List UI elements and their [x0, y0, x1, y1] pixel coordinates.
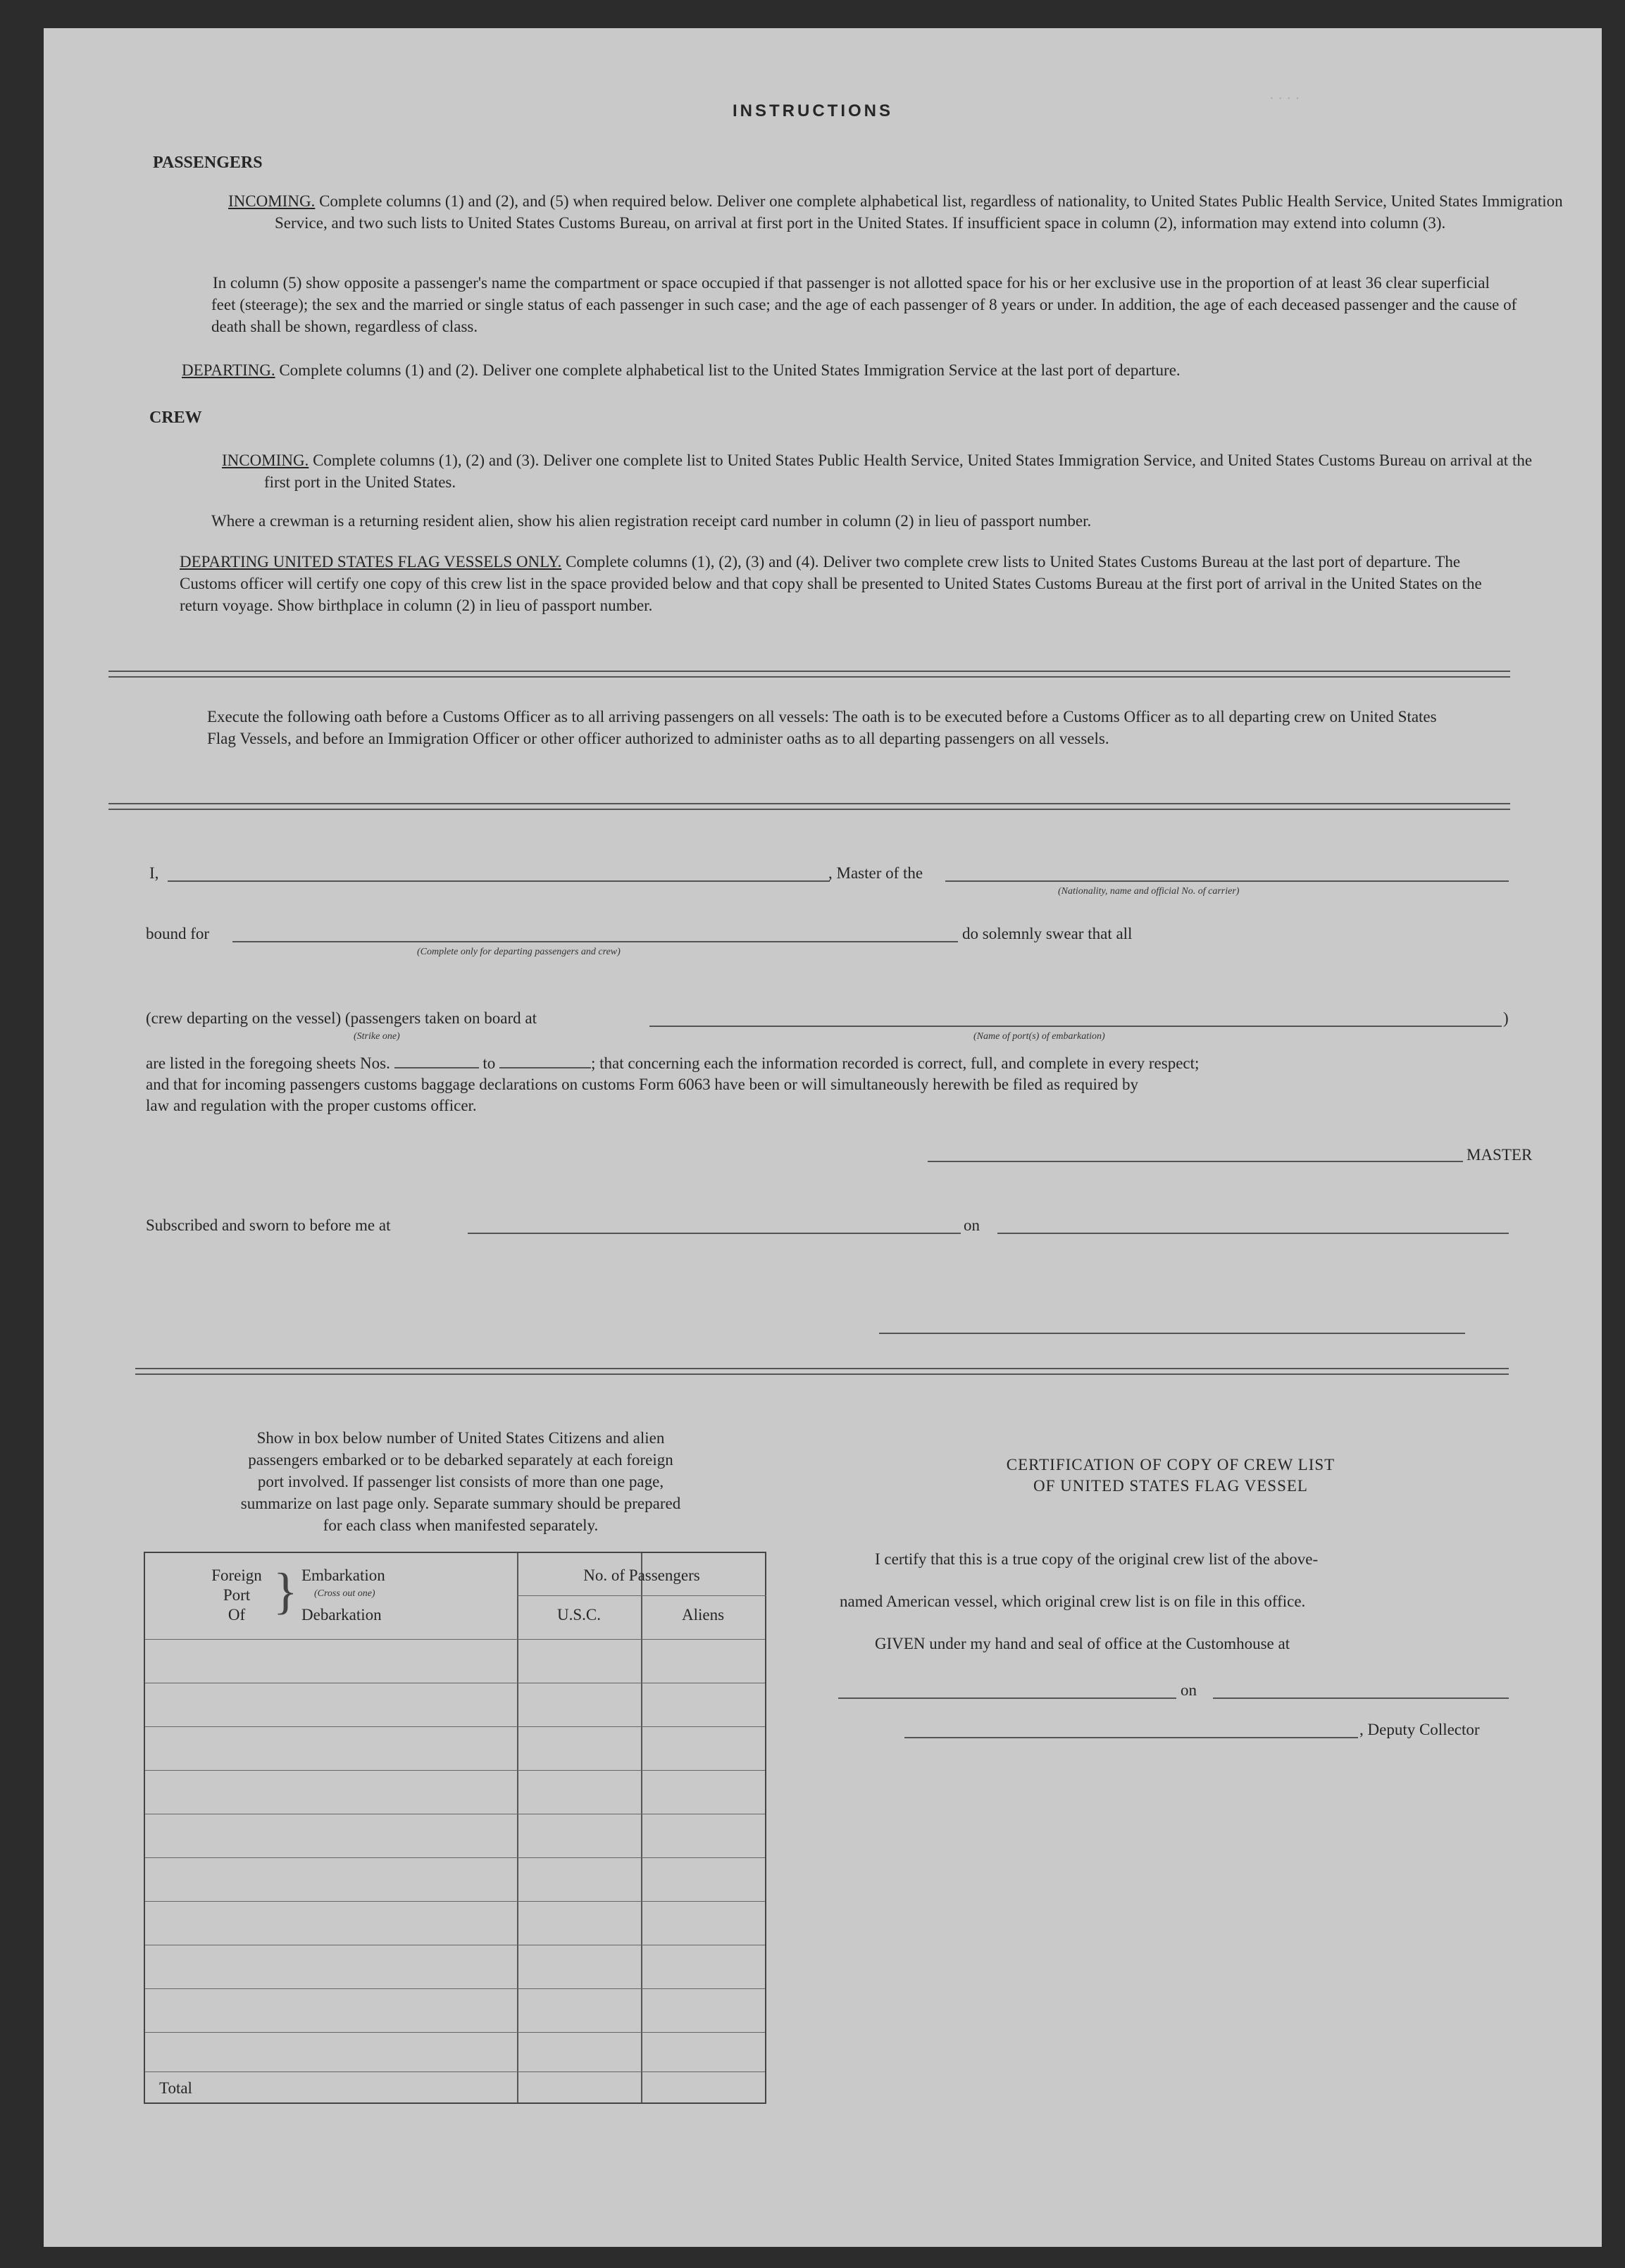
master-name-field[interactable] — [168, 880, 830, 882]
column-divider — [517, 1553, 518, 2102]
crew-departing-text: Complete columns (1), (2), (3) and (4). Deliver two complete crew lists to United States Customs Bureau at the last port of departure. The Customs officer will certify one copy of this crew list in the space provided below and that copy shall be presented to United States Customs Bureau at the first port of arrival in the United States on the return voyage. Show birthplace in column (2) in lieu of passport number. — [180, 553, 1482, 614]
certification-date-field[interactable] — [1213, 1697, 1509, 1699]
master-of-the-label: , Master of the — [828, 864, 923, 882]
certification-given: GIVEN under my hand and seal of office at the Customhouse at — [875, 1635, 1290, 1652]
crew-passengers-label: (crew departing on the vessel) (passengers taken on board at — [146, 1009, 537, 1027]
debarkation-label: Debarkation — [301, 1606, 382, 1624]
port-field[interactable] — [649, 1026, 1502, 1027]
listed-text-2: ; that concerning each the information recorded is correct, full, and complete in every respect; — [590, 1054, 1200, 1072]
row-divider — [145, 1770, 765, 1771]
incoming-text: Complete columns (1) and (2), and (5) when required below. Deliver one complete alphabetical list, regardless of nationality, to United States Public Health Service, United States Immigration Service, and two such lists to United States Customs Bureau, on arrival at first port in the United States. If insufficient space in column (2), information may extend into column (3). — [275, 192, 1563, 232]
of-label: Of — [228, 1606, 246, 1624]
divider — [108, 676, 1510, 678]
deputy-signature-field[interactable] — [904, 1737, 1358, 1738]
passenger-summary-table — [144, 1552, 766, 2104]
bound-for-label: bound for — [146, 925, 210, 942]
deputy-label: , Deputy Collector — [1359, 1721, 1480, 1738]
foreign-label: Foreign — [211, 1566, 262, 1584]
master-signature-field[interactable] — [928, 1161, 1463, 1162]
certification-title-2: OF UNITED STATES FLAG VESSEL — [1033, 1477, 1308, 1495]
listed-text-1: are listed in the foregoing sheets Nos. — [146, 1054, 390, 1072]
port-label: Port — [223, 1586, 251, 1604]
crew-alien: Where a crewman is a returning resident alien, show his alien registration receipt card number in column (2) in lieu of passport number. — [211, 512, 1092, 530]
crew-incoming — [222, 449, 1560, 493]
bleed-through: · · · · — [1269, 90, 1300, 106]
strike-one-caption: (Strike one) — [354, 1031, 400, 1042]
summary-line: summarize on last page only. Separate summary should be prepared — [240, 1495, 681, 1512]
header-divider — [517, 1595, 766, 1596]
embarkation-label: Embarkation — [301, 1566, 385, 1584]
row-divider — [145, 2071, 765, 2072]
oath-instruction: Execute the following oath before a Customs Officer as to all arriving passengers on all vessels: The oath is to be executed before a Customs Officer as to all departing crew on United States Flag Vessels, and before an Immigration Officer or other officer authorized to administer oaths as to all departing passengers on all vessels. — [207, 708, 1437, 747]
page-title: INSTRUCTIONS — [733, 101, 893, 120]
passengers-incoming — [228, 190, 1564, 234]
summary-line: Show in box below number of United States Citizens and alien — [256, 1429, 665, 1447]
no-passengers-header: No. of Passengers — [583, 1566, 700, 1584]
port-caption: (Name of port(s) of embarkation) — [973, 1031, 1105, 1042]
total-label: Total — [159, 2079, 192, 2097]
summary-line: for each class when manifested separately. — [323, 1516, 599, 1534]
cross-out-caption: (Cross out one) — [314, 1588, 375, 1599]
sworn-date-field[interactable] — [997, 1233, 1509, 1234]
certification-text-1: I certify that this is a true copy of the original crew list of the above- — [875, 1550, 1319, 1568]
departing-text: Complete columns (1) and (2). Deliver one complete alphabetical list to the United States Immigration Service at the last port of departure. — [279, 361, 1181, 379]
row-divider — [145, 2032, 765, 2033]
divider — [108, 803, 1510, 804]
sworn-place-field[interactable] — [468, 1233, 961, 1234]
listed-line-4: law and regulation with the proper customs officer. — [146, 1097, 477, 1114]
sworn-on-label: on — [964, 1216, 980, 1234]
customhouse-field[interactable] — [838, 1697, 1176, 1699]
row-divider — [145, 1726, 765, 1727]
column-divider — [641, 1553, 642, 2102]
listed-line-3: and that for incoming passengers customs baggage declarations on customs Form 6063 have been or will simultaneously herewith be filed as required by — [146, 1076, 1139, 1093]
divider — [135, 1373, 1509, 1375]
certification-title-1: CERTIFICATION OF COPY OF CREW LIST — [1006, 1456, 1336, 1473]
officer-signature-field[interactable] — [879, 1333, 1465, 1334]
divider — [108, 809, 1510, 810]
row-divider — [145, 1639, 765, 1640]
swear-label: do solemnly swear that all — [962, 925, 1133, 942]
oath-i-label: I, — [149, 864, 159, 882]
crew-incoming-text: Complete columns (1), (2) and (3). Deliver one complete list to United States Public Health Service, United States Immigration Service, and United States Customs Bureau on arrival at the first port in the United States. — [264, 451, 1533, 491]
crew-departing — [180, 551, 1521, 616]
bound-caption: (Complete only for departing passengers and crew) — [417, 947, 621, 957]
listed-line-1 — [146, 1052, 1512, 1074]
crew-incoming-label: INCOMING. — [222, 451, 309, 469]
passengers-departing — [182, 359, 1520, 381]
brace-icon: } — [273, 1563, 298, 1619]
certification-text-2: named American vessel, which original crew list is on file in this office. — [840, 1593, 1306, 1610]
usc-header: U.S.C. — [557, 1606, 601, 1624]
sheet-to-field[interactable] — [499, 1054, 591, 1068]
sheet-from-field[interactable] — [394, 1054, 479, 1068]
document-page — [44, 28, 1602, 2247]
crew-heading: CREW — [149, 409, 202, 427]
master-label: MASTER — [1467, 1146, 1533, 1164]
crew-departing-label: DEPARTING UNITED STATES FLAG VESSELS ONLY. — [180, 553, 562, 571]
carrier-caption: (Nationality, name and official No. of carrier) — [1058, 886, 1240, 897]
certification-on-label: on — [1181, 1681, 1197, 1699]
paren-close: ) — [1503, 1009, 1509, 1027]
row-divider — [145, 1988, 765, 1989]
bound-for-field[interactable] — [232, 941, 958, 942]
divider — [135, 1368, 1509, 1369]
divider — [108, 671, 1510, 672]
subscribed-label: Subscribed and sworn to before me at — [146, 1216, 391, 1234]
incoming-label: INCOMING. — [228, 192, 316, 210]
aliens-header: Aliens — [681, 1606, 725, 1624]
summary-line: port involved. If passenger list consists of more than one page, — [257, 1473, 664, 1490]
row-divider — [145, 1857, 765, 1858]
to-label: to — [482, 1054, 496, 1072]
carrier-field[interactable] — [945, 880, 1509, 882]
departing-label: DEPARTING. — [182, 361, 275, 379]
summary-instruction — [158, 1427, 764, 1536]
passengers-heading: PASSENGERS — [153, 154, 263, 172]
row-divider — [145, 1901, 765, 1902]
summary-line: passengers embarked or to be debarked separately at each foreign — [248, 1451, 673, 1469]
passengers-column5: In column (5) show opposite a passenger's name the compartment or space occupied if that passenger is not allotted space for his or her exclusive use in the proportion of at least 36 clear superficial feet (steerage); the sex and the married or single status of each passenger in such case; and the age of each passenger of 8 years or under. In addition, the age of each deceased passenger and the cause of death shall be shown, regardless of class. — [211, 274, 1517, 335]
